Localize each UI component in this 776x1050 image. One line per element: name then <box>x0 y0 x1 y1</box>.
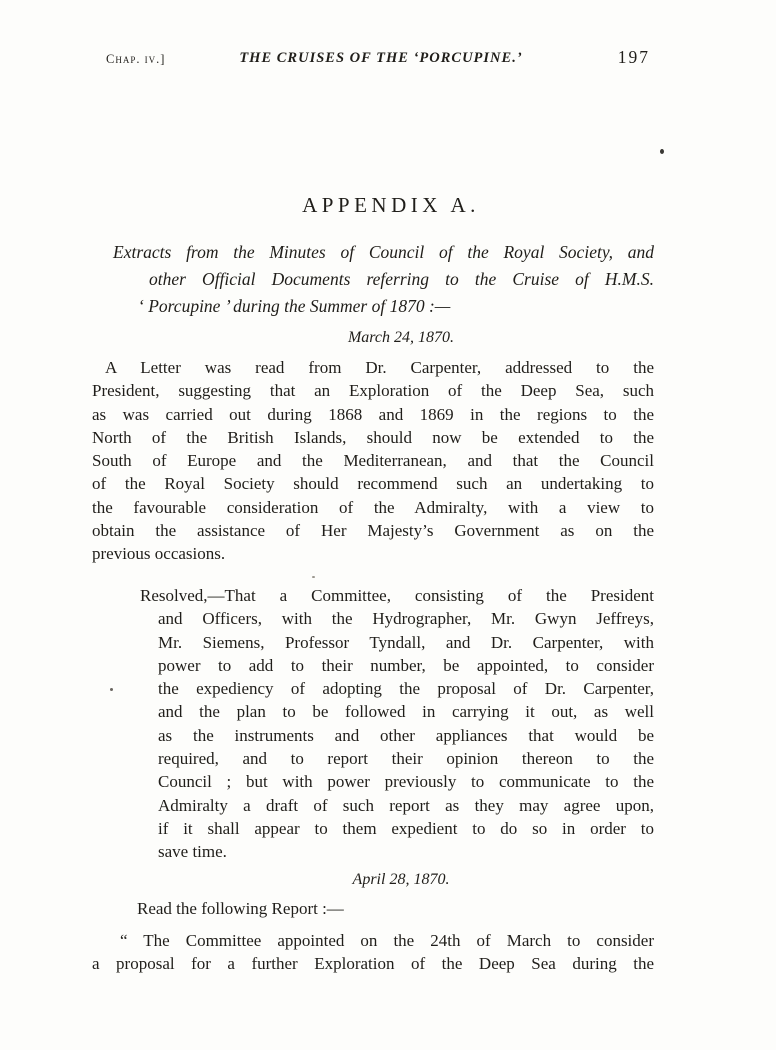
text-line: save time. <box>158 842 227 862</box>
text-line: A Letter was read from Dr. Carpenter, addressed to the <box>105 358 654 377</box>
text-line: as the instruments and other appliances that would be <box>158 725 654 745</box>
text-line: obtain the assistance of Her Majesty’s Government as on the <box>92 521 654 541</box>
text-line: as was carried out during 1868 and 1869 in the regions to the <box>92 404 654 424</box>
text-line: ‘ Porcupine ’ during the Summer of 1870 :— <box>138 296 451 316</box>
text-line: previous occasions. <box>92 544 226 564</box>
text-line: North of the British Islands, should now be extended to the <box>92 427 654 447</box>
text-line: Mr. Siemens, Professor Tyndall, and Dr. Carpenter, with <box>158 632 654 652</box>
text-line: a proposal for a further Exploration of the Deep Sea during the <box>92 954 654 974</box>
running-title: THE CRUISES OF THE ‘PORCUPINE.’ <box>239 50 523 66</box>
text-line: Resolved,—That a Committee, consisting of the President <box>140 586 654 605</box>
page-number: 197 <box>617 47 650 67</box>
scan-speck <box>660 149 664 154</box>
date-heading-march: March 24, 1870. <box>347 329 455 346</box>
text-line: power to add to their number, be appointed, to consider <box>158 655 654 675</box>
text-line: President, suggesting that an Exploration of the Deep Sea, such <box>92 381 654 401</box>
text-line: Admiralty a draft of such report as they may agree upon, <box>158 795 654 815</box>
text-line: South of Europe and the Mediterranean, and that the Council <box>92 451 654 471</box>
text-line: the expediency of adopting the proposal of Dr. Carpenter, <box>158 679 654 699</box>
appendix-title: APPENDIX A. <box>302 193 480 217</box>
scan-speck <box>312 576 315 578</box>
resolution-paragraph <box>92 584 654 864</box>
text-line: and the plan to be followed in carrying it out, as well <box>158 702 654 722</box>
text-line: other Official Documents referring to the Cruise of H.M.S. <box>149 269 654 289</box>
scan-speck <box>110 688 113 691</box>
text-line: the favourable consideration of the Admiralty, with a view to <box>92 497 654 517</box>
text-line: “ The Committee appointed on the 24th of March to consider <box>120 931 654 950</box>
text-line: of the Royal Society should recommend such an undertaking to <box>92 474 654 494</box>
text-line: Council ; but with power previously to communicate to the <box>158 772 654 792</box>
report-paragraph <box>92 929 654 976</box>
page-header <box>92 48 654 72</box>
report-intro-line: Read the following Report :— <box>137 899 344 918</box>
text-line: required, and to report their opinion thereon to the <box>158 749 654 769</box>
date-heading-april: April 28, 1870. <box>352 871 450 888</box>
letter-paragraph <box>92 356 654 566</box>
preamble-paragraph <box>92 239 654 320</box>
text-line: and Officers, with the Hydrographer, Mr. Gwyn Jeffreys, <box>158 609 654 629</box>
text-line: Extracts from the Minutes of Council of the Royal Society, and <box>113 242 654 262</box>
chapter-label: Chap. iv.] <box>106 52 166 66</box>
text-line: if it shall appear to them expedient to do so in order to <box>158 818 654 838</box>
